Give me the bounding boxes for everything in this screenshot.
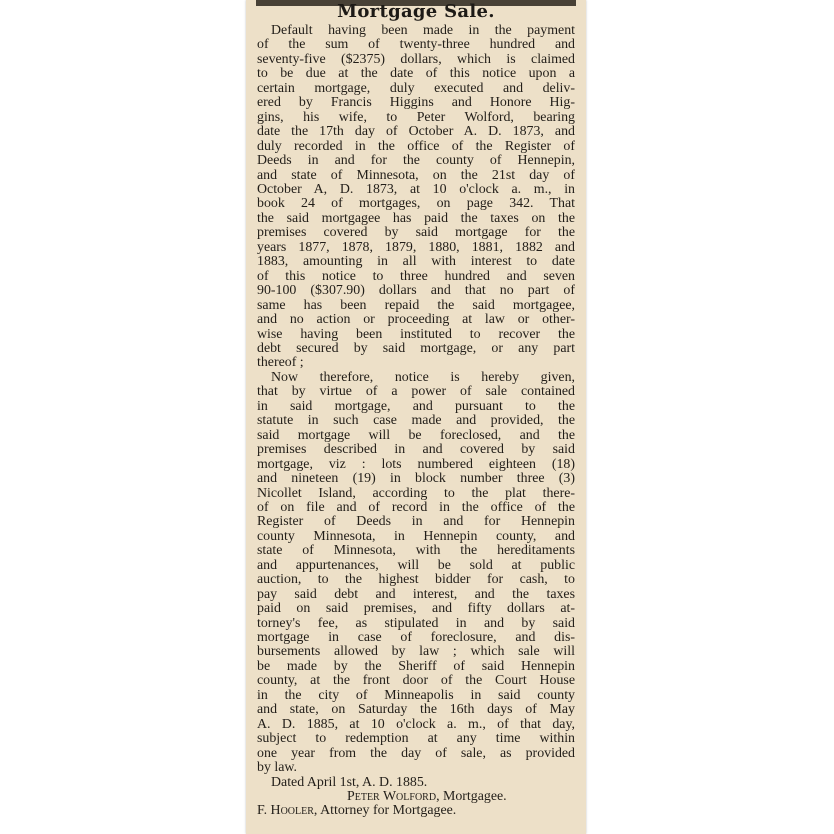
text-line: statute in such case made and provided, the bbox=[257, 413, 575, 429]
newspaper-clipping bbox=[246, 0, 586, 834]
text-line: one year from the day of sale, as provided bbox=[257, 745, 575, 761]
text-line: pay said debt and interest, and the taxes bbox=[257, 586, 575, 602]
text-line: the said mortgagee has paid the taxes on the bbox=[257, 210, 575, 226]
text-line: and state, on Saturday the 16th days of May bbox=[257, 702, 575, 718]
text-line: gins, his wife, to Peter Wolford, bearing bbox=[257, 109, 575, 125]
text-line: thereof ; bbox=[257, 355, 304, 371]
text-line: premises covered by said mortgage for the bbox=[257, 225, 575, 241]
text-line: torney's fee, as stipulated in and by said bbox=[257, 615, 575, 631]
text-line: state of Minnesota, with the hereditaments bbox=[257, 543, 575, 559]
text-line: of the sum of twenty-three hundred and bbox=[257, 37, 575, 53]
notice-body bbox=[257, 24, 575, 819]
text-line: auction, to the highest bidder for cash, to bbox=[257, 572, 575, 588]
text-line: Nicollet Island, according to the plat there- bbox=[257, 485, 575, 501]
text-line: duly recorded in the office of the Register of bbox=[257, 138, 575, 154]
text-line: by law. bbox=[257, 760, 297, 776]
attorney-role: , Attorney for Mortgagee. bbox=[313, 803, 457, 819]
text-line: in the city of Minneapolis in said county bbox=[257, 687, 575, 703]
text-line: and state of Minnesota, on the 21st day of bbox=[257, 167, 575, 183]
signature-mortgagee bbox=[257, 790, 575, 804]
paragraph-notice bbox=[257, 371, 575, 776]
text-line: county Minnesota, in Hennepin county, and bbox=[257, 528, 575, 544]
text-line: mortgage in case of foreclosure, and dis- bbox=[257, 630, 575, 646]
text-line: book 24 of mortgages, on page 342. That bbox=[257, 196, 575, 212]
text-line: same has been repaid the said mortgagee, bbox=[257, 297, 575, 313]
text-line: wise having been instituted to recover the bbox=[257, 326, 575, 342]
text-line: to be due at the date of this notice upon a bbox=[257, 66, 575, 82]
text-line: in said mortgage, and pursuant to the bbox=[257, 398, 575, 414]
text-line: of this notice to three hundred and seven bbox=[257, 268, 575, 284]
text-line: Deeds in and for the county of Hennepin, bbox=[257, 153, 575, 169]
text-line: county, at the front door of the Court House bbox=[257, 673, 575, 689]
text-line: Register of Deeds in and for Hennepin bbox=[257, 514, 575, 530]
text-line: debt secured by said mortgage, or any part bbox=[257, 340, 575, 356]
text-line: be made by the Sheriff of said Hennepin bbox=[257, 658, 575, 674]
text-line: bursements allowed by law ; which sale will bbox=[257, 644, 575, 660]
text-line: said mortgage will be foreclosed, and the bbox=[257, 427, 575, 443]
text-line: mortgage, viz : lots numbered eighteen (18) bbox=[257, 456, 575, 472]
text-line: subject to redemption at any time within bbox=[257, 731, 575, 747]
text-line: and nineteen (19) in block number three (3) bbox=[257, 471, 575, 487]
mortgagee-name: Peter Wolford bbox=[347, 789, 437, 805]
attorney-name: F. Hooler bbox=[257, 803, 314, 819]
text-line: Now therefore, notice is hereby given, bbox=[271, 369, 575, 385]
paragraph-default bbox=[257, 24, 575, 371]
text-line: October A, D. 1873, at 10 o'clock a. m., in bbox=[257, 181, 575, 197]
text-line: years 1877, 1878, 1879, 1880, 1881, 1882 and bbox=[257, 239, 575, 255]
text-line: 1883, amounting in all with interest to date bbox=[257, 254, 575, 270]
text-line: that by virtue of a power of sale contained bbox=[257, 384, 575, 400]
mortgagee-role: , Mortgagee. bbox=[436, 789, 507, 805]
text-line: ered by Francis Higgins and Honore Hig- bbox=[257, 95, 575, 111]
notice-title: Mortgage Sale. bbox=[337, 1, 495, 22]
text-line: A. D. 1885, at 10 o'clock a. m., of that day, bbox=[257, 716, 575, 732]
text-line: and appurtenances, will be sold at public bbox=[257, 557, 575, 573]
text-line: premises described in and covered by said bbox=[257, 442, 575, 458]
text-line: and no action or proceeding at law or other- bbox=[257, 312, 575, 328]
text-line: date the 17th day of October A. D. 1873, and bbox=[257, 124, 575, 140]
text-line: Default having been made in the payment bbox=[271, 23, 575, 38]
text-line: of on file and of record in the office of the bbox=[257, 499, 575, 515]
text-line: 90-100 ($307.90) dollars and that no part of bbox=[257, 283, 575, 299]
text-line: seventy-five ($2375) dollars, which is claimed bbox=[257, 51, 575, 67]
text-line: certain mortgage, duly executed and deliv- bbox=[257, 80, 575, 96]
text-line: paid on said premises, and fifty dollars at- bbox=[257, 601, 575, 617]
signature-attorney bbox=[257, 804, 575, 818]
dated-line: Dated April 1st, A. D. 1885. bbox=[271, 774, 428, 790]
